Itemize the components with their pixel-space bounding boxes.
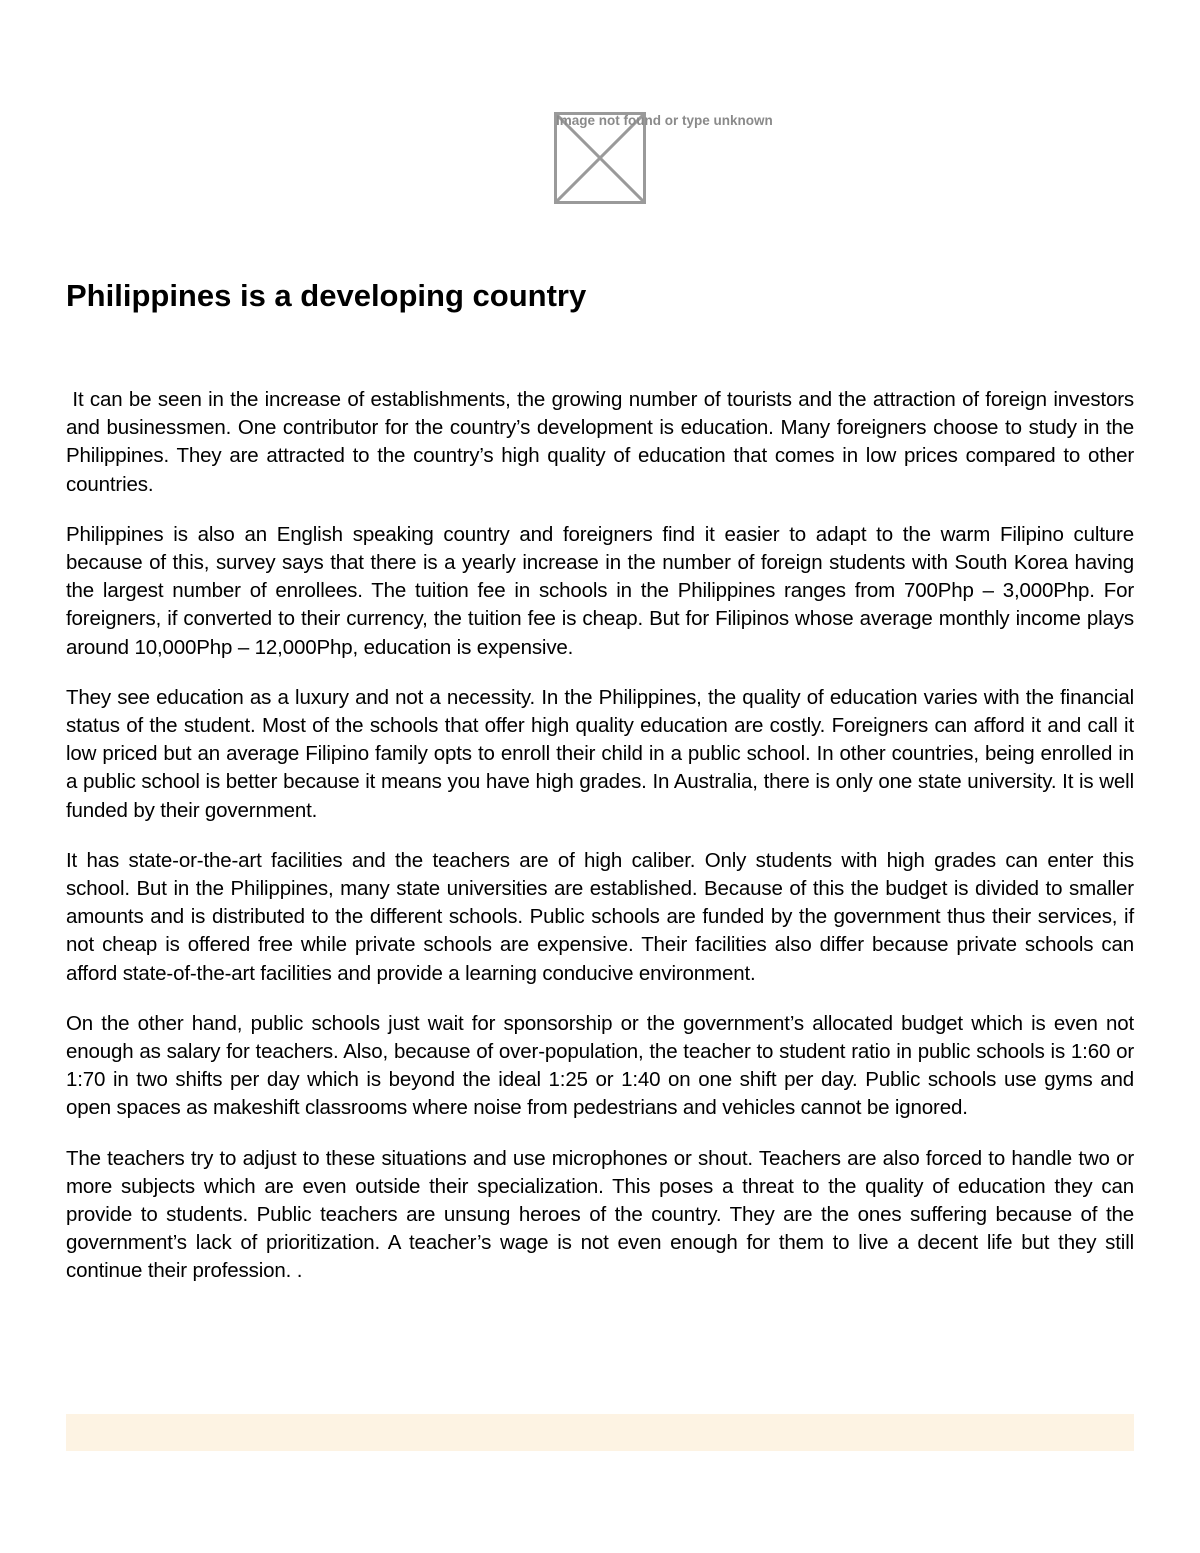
- paragraph-4: It has state-or-the-art facilities and the teachers are of high caliber. Only students with high grades can enter this school. But in the Philippines, many state universities are established. Because of this the budget is divided to smaller amounts and is distributed to the different schools. Public schools are funded by the government thus their services, if not cheap is offered free while private schools are expensive. Their facilities also differ because private schools can afford state-of-the-art facilities and provide a learning conducive environment.: [66, 848, 1134, 985]
- paragraph-1: It can be seen in the increase of establishments, the growing number of tourists and the attraction of foreign investors and businessmen. One contributor for the country’s development is education. Many foreigners choose to study in the Philippines. They are attracted to the country’s high quality of education that comes in low prices compared to other countries.: [66, 388, 1140, 496]
- document-body: [66, 386, 1140, 1308]
- paragraph-2: Philippines is also an English speaking country and foreigners find it easier to adapt to the warm Filipino culture because of this, survey says that there is a yearly increase in the number of foreign students with South Korea having the largest number of enrollees. The tuition fee in schools in the Philippines ranges from 700Php – 3,000Php. For foreigners, if converted to their currency, the tuition fee is cheap. But for Filipinos whose average monthly income plays around 10,000Php – 12,000Php, education is expensive.: [66, 522, 1134, 659]
- paragraph-6: The teachers try to adjust to these situations and use microphones or shout. Teachers are also forced to handle two or more subjects which are even outside their specialization. This poses a threat to the quality of education they can provide to students. Public teachers are unsung heroes of the country. They are the ones suffering because of the government’s lack of prioritization. A teacher’s wage is not even enough for them to live a decent life but they still continue their profession. .: [66, 1146, 1134, 1283]
- broken-image-alt-text: Image not found or type unknown: [556, 113, 773, 128]
- paragraph-5: On the other hand, public schools just wait for sponsorship or the government’s allocated budget which is even not enough as salary for teachers. Also, because of over-population, the teacher to student ratio in public schools is 1:60 or 1:70 in two shifts per day which is beyond the ideal 1:25 or 1:40 on one shift per day. Public schools use gyms and open spaces as makeshift classrooms where noise from pedestrians and vehicles cannot be ignored.: [66, 1011, 1134, 1120]
- paragraph-3: They see education as a luxury and not a necessity. In the Philippines, the quality of education varies with the financial status of the student. Most of the schools that offer high quality education are costly. Foreigners can afford it and call it low priced but an average Filipino family opts to enroll their child in a public school. In other countries, being enrolled in a public school is better because it means you have high grades. In Australia, there is only one state university. It is well funded by their government.: [66, 685, 1134, 822]
- footer-band: [66, 1414, 1134, 1451]
- document-title: Philippines is a developing country: [66, 278, 587, 313]
